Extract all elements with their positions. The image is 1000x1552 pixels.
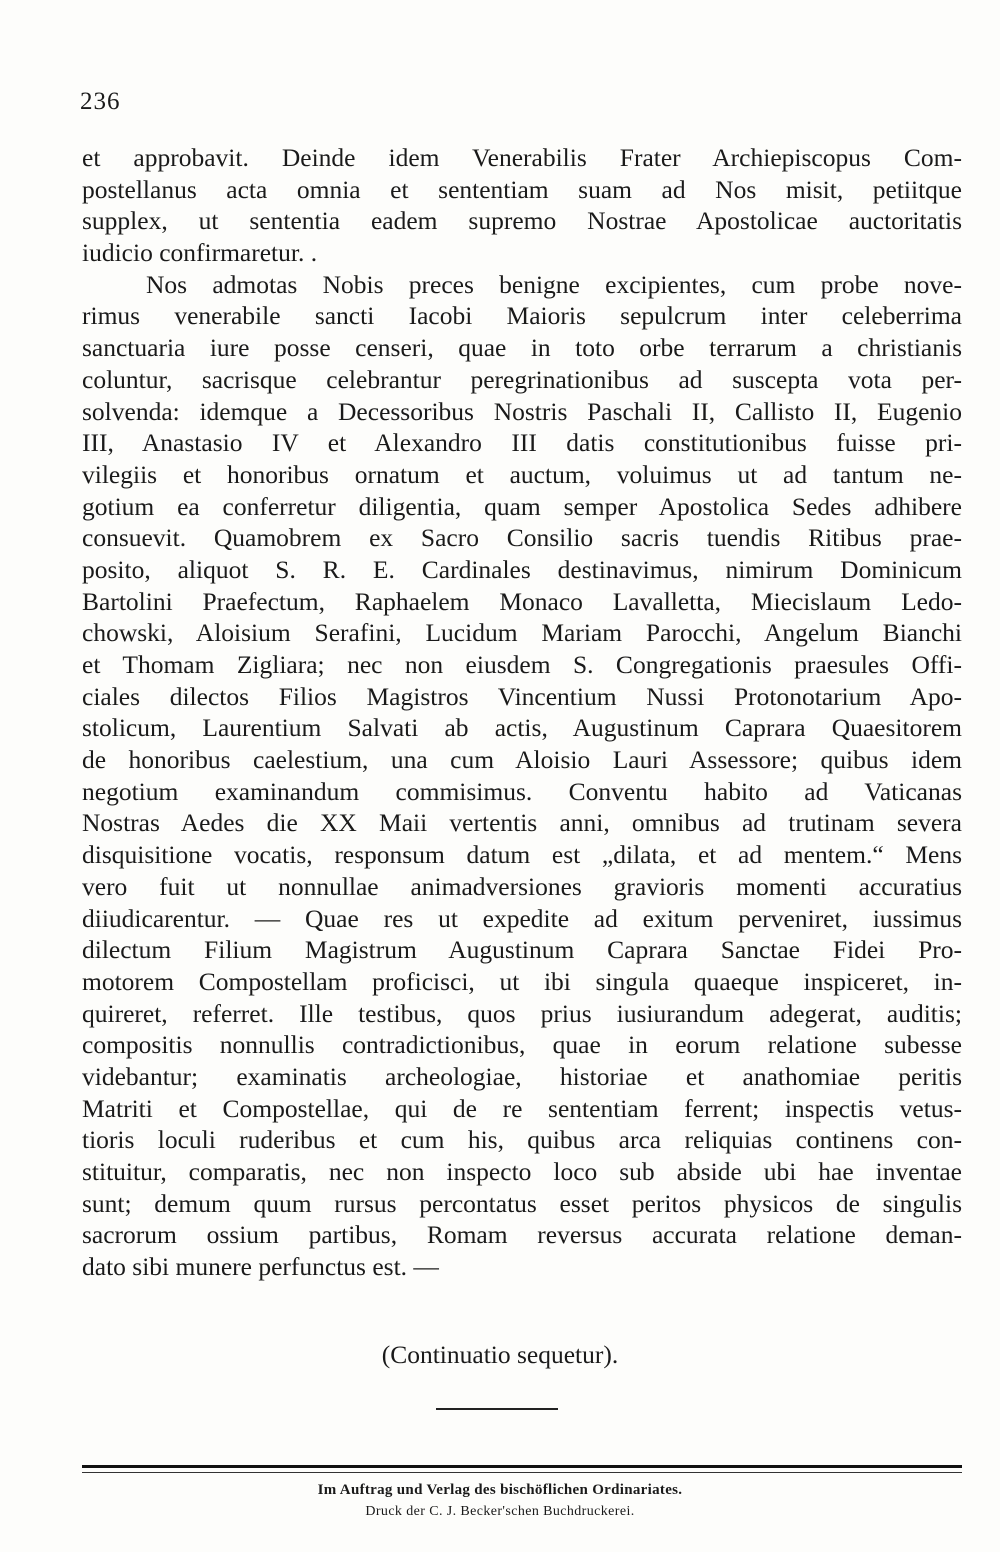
- text-line: videbantur; examinatis archeologiae, historiae et anathomiae peritis: [82, 1061, 962, 1091]
- text-line: compositis nonnullis contradictionibus, quae in eorum relatione subesse: [82, 1030, 962, 1060]
- text-line: quireret, referret. Ille testibus, quos prius iusiurandum adegerat, auditis;: [82, 998, 962, 1028]
- text-line: negotium examinandum commisimus. Conventu habito ad Vaticanas: [82, 776, 962, 806]
- text-line: supplex, ut sententia eadem supremo Nostrae Apostolicae auctoritatis: [82, 206, 962, 236]
- text-line: tioris loculi ruderibus et cum his, quibus arca reliquias continens con-: [82, 1125, 962, 1155]
- text-line: Nostras Aedes die XX Maii vertentis anni, omnibus ad trutinam severa: [82, 808, 962, 838]
- text-line: de honoribus caelestium, una cum Aloisio Lauri Assessore; quibus idem: [82, 745, 962, 775]
- publisher-imprint: Im Auftrag und Verlag des bischöflichen Ordinariates.: [317, 1482, 683, 1498]
- text-line: sanctuaria iure posse censeri, quae in toto orbe terrarum a christianis: [82, 333, 962, 363]
- text-line: iudicio confirmaretur. .: [82, 238, 318, 268]
- text-line: vilegiis et honoribus ornatum et auctum, voluimus ut ad tantum ne-: [82, 459, 962, 489]
- text-line: stolicum, Laurentium Salvati ab actis, Augustinum Caprara Quaesitorem: [82, 713, 962, 743]
- text-line: coluntur, sacrisque celebrantur peregrinationibus ad suscepta vota per-: [82, 364, 962, 394]
- text-line: ciales dilectos Filios Magistros Vincentium Nussi Protonotarium Apo-: [82, 681, 962, 711]
- text-line: rimus venerabile sancti Iacobi Maioris sepulcrum inter celeberrima: [82, 301, 962, 331]
- text-line: et approbavit. Deinde idem Venerabilis Frater Archiepiscopus Com-: [82, 143, 962, 172]
- text-line: disquisitione vocatis, responsum datum est „dilata, et ad mentem.“ Mens: [82, 840, 962, 870]
- footer-rule-thin: [82, 1472, 962, 1473]
- printer-imprint: Druck der C. J. Becker'schen Buchdruckerei.: [365, 1504, 635, 1519]
- text-line: dato sibi munere perfunctus est. —: [82, 1252, 439, 1282]
- page-number: 236: [80, 88, 121, 115]
- text-line: gotium ea conferretur diligentia, quam semper Apostolica Sedes adhibere: [82, 491, 962, 521]
- text-line: consuevit. Quamobrem ex Sacro Consilio sacris tuendis Ritibus prae-: [82, 523, 962, 553]
- text-line: postellanus acta omnia et sententiam suam ad Nos misit, petiitque: [82, 174, 962, 204]
- text-line: et Thomam Zigliara; nec non eiusdem S. Congregationis praesules Offi-: [82, 650, 962, 679]
- text-line: vero fuit ut nonnullae animadversiones gravioris momenti accuratius: [82, 871, 962, 901]
- text-line: Bartolini Praefectum, Raphaelem Monaco Lavalletta, Miecislaum Ledo-: [82, 586, 962, 616]
- text-line: chowski, Aloisium Serafini, Lucidum Mariam Parocchi, Angelum Bianchi: [82, 618, 962, 648]
- text-line: Nos admotas Nobis preces benigne excipientes, cum probe nove-: [146, 269, 962, 299]
- text-line: sacrorum ossium partibus, Romam reversus accurata relatione deman-: [82, 1220, 962, 1250]
- text-line: stituitur, comparatis, nec non inspecto loco sub abside ubi hae inventae: [82, 1157, 962, 1186]
- text-line: sunt; demum quum rursus percontatus esset peritos physicos de singulis: [82, 1188, 962, 1218]
- text-line: solvenda: idemque a Decessoribus Nostris Paschali II, Callisto II, Eugenio: [82, 396, 962, 426]
- section-divider: [436, 1408, 558, 1410]
- text-line: dilectum Filium Magistrum Augustinum Caprara Sanctae Fidei Pro-: [82, 935, 962, 965]
- body-text: [82, 142, 962, 1283]
- text-line: III, Anastasio IV et Alexandro III datis constitutionibus fuisse pri-: [82, 428, 962, 458]
- text-line: posito, aliquot S. R. E. Cardinales destinavimus, nimirum Dominicum: [82, 554, 962, 584]
- text-line: motorem Compostellam proficisci, ut ibi singula quaeque inspiceret, in-: [82, 966, 962, 996]
- text-line: diiudicarentur. — Quae res ut expedite ad exitum perveniret, iussimus: [82, 903, 962, 933]
- footer-rule-thick: [82, 1465, 962, 1468]
- text-line: Matriti et Compostellae, qui de re sententiam ferrent; inspectis vetus-: [82, 1093, 962, 1123]
- continuation-note: (Continuatio sequetur).: [381, 1340, 619, 1369]
